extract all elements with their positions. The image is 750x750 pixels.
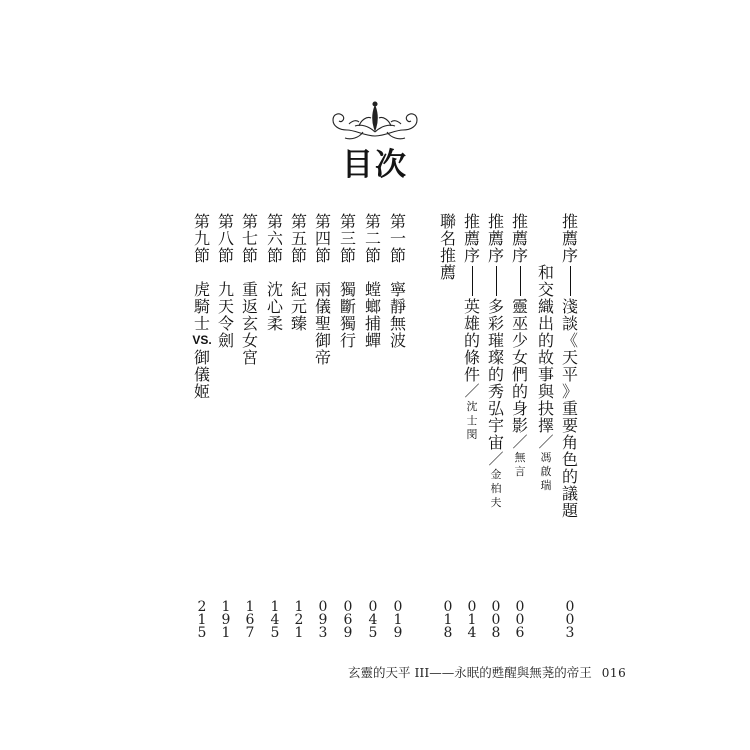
page-number-text: 0 1 9 — [393, 599, 403, 641]
toc-entry-rec1-cont[interactable] — [536, 264, 556, 493]
page-number-ch8 — [216, 599, 236, 641]
toc-entry-ch5[interactable] — [289, 213, 309, 332]
dash-line — [462, 264, 482, 298]
entry-subtitle: 重 返 玄 女 宮 — [241, 280, 258, 367]
entry-author: 金 柏 夫 — [490, 468, 502, 509]
entry-author: 馮 啟 瑞 — [540, 451, 552, 492]
dash-line — [560, 264, 580, 298]
entry-title: 推 薦 序 — [487, 212, 504, 265]
footer-page-number: 016 — [601, 666, 627, 680]
page-number-text: 0 0 8 — [491, 599, 501, 641]
entry-title: 第 九 節 — [193, 212, 210, 265]
page-number-text: 1 6 7 — [245, 599, 255, 641]
dash-line — [510, 264, 530, 298]
page-number-text: 0 6 9 — [343, 599, 353, 641]
page-number-joint — [438, 599, 458, 641]
page-number-ch1 — [388, 599, 408, 641]
page-number-text: 1 9 1 — [221, 599, 231, 641]
entry-subtitle: 沈 心 柔 — [266, 280, 283, 333]
entry-subtitle: 寧 靜 無 波 — [389, 280, 406, 350]
page-number-rec1 — [560, 599, 580, 641]
entry-subtitle: 靈 巫 少 女 們 的 身 影 — [511, 297, 528, 435]
entry-subtitle-continued: 和 交 織 出 的 故 事 與 抉 擇 — [537, 263, 554, 435]
page-number-text: 0 1 4 — [467, 599, 477, 641]
entry-author: 無 言 — [514, 451, 526, 478]
entry-subtitle: 獨 斷 獨 行 — [339, 280, 356, 350]
entry-author: 沈 士 閔 — [466, 400, 478, 441]
slash-separator: ／ — [488, 450, 504, 468]
toc-entry-joint[interactable] — [438, 213, 458, 281]
entry-title: 第 八 節 — [217, 212, 234, 265]
entry-title: 推 薦 序 — [511, 212, 528, 265]
versus-label: VS. — [192, 333, 212, 347]
entry-title: 第 三 節 — [339, 212, 356, 265]
entry-subtitle: 兩 儀 聖 御 帝 — [314, 280, 331, 367]
entry-title: 第 二 節 — [364, 212, 381, 265]
page-number-text: 2 1 5 — [197, 599, 207, 641]
entry-title: 第 七 節 — [241, 212, 258, 265]
entry-subtitle: 九 天 令 劍 — [217, 280, 234, 350]
toc-entry-ch4[interactable] — [313, 213, 333, 366]
entry-subtitle: 多 彩 璀 璨 的 秀 弘 宇 宙 — [487, 297, 504, 452]
toc-entry-ch2[interactable] — [363, 213, 383, 349]
entry-subtitle-part-b: 御 儀 姬 — [193, 348, 210, 401]
entry-title: 推 薦 序 — [561, 212, 578, 265]
toc-entry-ch7[interactable] — [240, 213, 260, 366]
page-number-rec3 — [486, 599, 506, 641]
entry-title: 聯 名 推 薦 — [439, 212, 456, 282]
entry-title: 推 薦 序 — [463, 212, 480, 265]
page-number-text: 0 0 6 — [515, 599, 525, 641]
toc-entry-ch9[interactable] — [192, 213, 212, 400]
page-title: 目次 — [342, 147, 408, 183]
entry-subtitle-part-a: 虎 騎 士 — [193, 280, 210, 333]
toc-entry-rec3[interactable] — [486, 213, 506, 510]
entry-title: 第 四 節 — [314, 212, 331, 265]
slash-separator: ／ — [512, 433, 528, 451]
toc-entry-rec4[interactable] — [462, 213, 482, 442]
entry-subtitle: 螳 螂 捕 蟬 — [364, 280, 381, 350]
page-number-ch3 — [338, 599, 358, 641]
page-number-ch6 — [265, 599, 285, 641]
page-number-text: 0 1 8 — [443, 599, 453, 641]
toc-entry-ch6[interactable] — [265, 213, 285, 332]
entry-title: 第 一 節 — [389, 212, 406, 265]
dash-line — [486, 264, 506, 298]
page-number-ch7 — [240, 599, 260, 641]
entry-subtitle: 淺 談 《 天 平 》 重 要 角 色 的 議 題 — [561, 297, 578, 520]
slash-separator: ／ — [464, 382, 480, 400]
toc-entry-rec1[interactable] — [560, 213, 580, 519]
entry-subtitle: 紀 元 臻 — [290, 280, 307, 333]
page-number-text: 0 0 3 — [565, 599, 575, 641]
running-footer — [348, 663, 626, 681]
page-number-ch4 — [313, 599, 333, 641]
page-number-rec4 — [462, 599, 482, 641]
flourish-ornament-icon — [325, 96, 425, 142]
entry-title: 第 五 節 — [290, 212, 307, 265]
slash-separator: ／ — [538, 433, 554, 451]
toc-entry-rec2[interactable] — [510, 213, 530, 479]
page-number-text: 1 2 1 — [294, 599, 304, 641]
footer-book-title: 玄靈的天平 III——永眠的甦醒與無荛的帝王 — [348, 665, 592, 680]
page-number-rec2 — [510, 599, 530, 641]
page-number-ch5 — [289, 599, 309, 641]
page-number-text: 0 4 5 — [368, 599, 378, 641]
page-number-ch9 — [192, 599, 212, 641]
page-number-ch2 — [363, 599, 383, 641]
entry-subtitle: 英 雄 的 條 件 — [463, 297, 480, 384]
toc-entry-ch8[interactable] — [216, 213, 236, 349]
page-number-text: 1 4 5 — [270, 599, 280, 641]
toc-entry-ch3[interactable] — [338, 213, 358, 349]
toc-entry-ch1[interactable] — [388, 213, 408, 349]
page-number-text: 0 9 3 — [318, 599, 328, 641]
entry-title: 第 六 節 — [266, 212, 283, 265]
